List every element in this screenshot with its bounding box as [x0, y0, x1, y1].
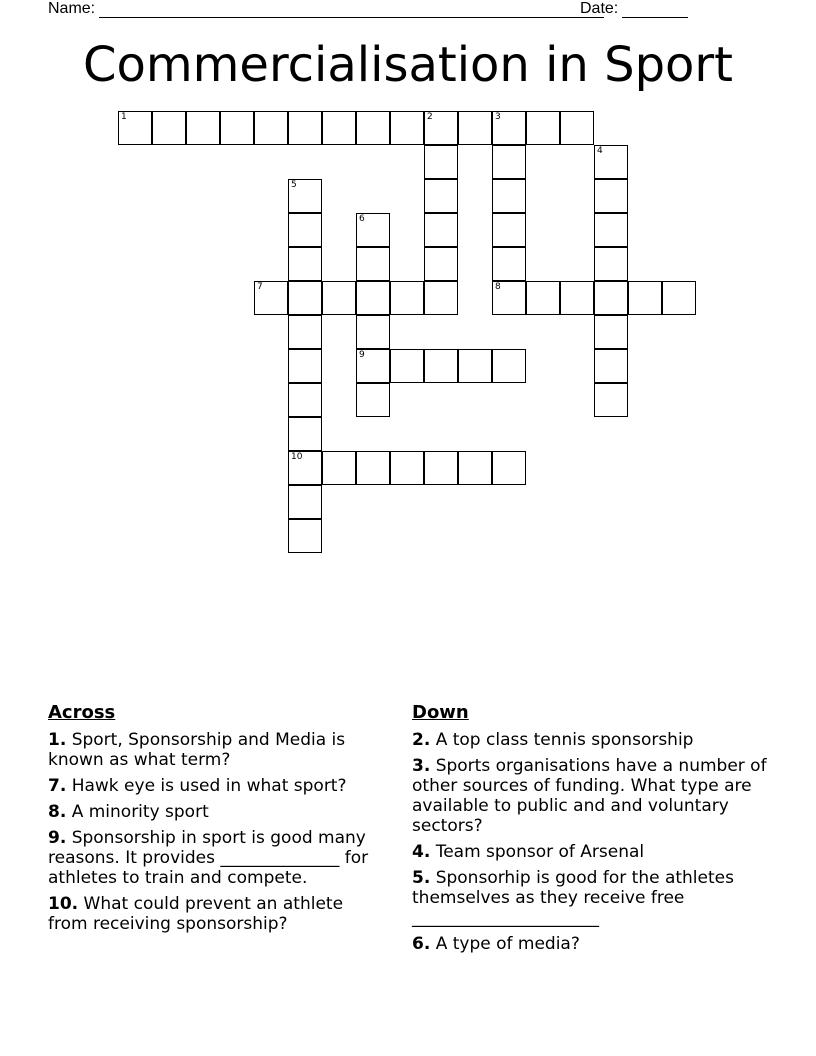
clue-text: Sport, Sponsorship and Media is known as what term? — [48, 730, 346, 770]
clue-number: 3 — [495, 112, 501, 122]
clue-text: A type of media? — [430, 934, 580, 954]
clue-text: What could prevent an athlete from receiving sponsorship? — [48, 894, 344, 934]
clue-number: 9. — [48, 828, 67, 848]
crossword-cell[interactable] — [288, 349, 322, 383]
down-clue — [412, 868, 772, 928]
crossword-cell[interactable] — [492, 179, 526, 213]
down-clue — [412, 756, 772, 836]
clue-number: 5. — [412, 868, 431, 888]
crossword-cell[interactable] — [186, 111, 220, 145]
crossword-cell[interactable] — [288, 111, 322, 145]
clue-text: Hawk eye is used in what sport? — [66, 776, 347, 796]
clue-number: 7. — [48, 776, 67, 796]
crossword-cell[interactable] — [424, 349, 458, 383]
clue-text: A top class tennis sponsorship — [430, 730, 694, 750]
down-list — [412, 730, 772, 954]
crossword-cell[interactable] — [356, 315, 390, 349]
crossword-cell[interactable] — [288, 417, 322, 451]
crossword-cell[interactable] — [594, 349, 628, 383]
crossword-cell[interactable] — [458, 349, 492, 383]
crossword-cell[interactable] — [594, 179, 628, 213]
down-clue — [412, 730, 772, 750]
crossword-cell[interactable] — [560, 281, 594, 315]
crossword-cell[interactable] — [526, 111, 560, 145]
crossword-cell[interactable] — [356, 111, 390, 145]
crossword-cell[interactable] — [288, 179, 322, 213]
across-clue — [48, 802, 378, 822]
crossword-cell[interactable] — [390, 451, 424, 485]
crossword-cell[interactable] — [288, 451, 322, 485]
clue-number: 8. — [48, 802, 67, 822]
clue-number: 4. — [412, 842, 431, 862]
across-list — [48, 730, 378, 934]
clue-number: 5 — [291, 180, 297, 190]
crossword-cell[interactable] — [254, 281, 288, 315]
clue-number: 8 — [495, 282, 501, 292]
clue-number: 1 — [121, 112, 127, 122]
crossword-cell[interactable] — [424, 213, 458, 247]
crossword-cell[interactable] — [220, 111, 254, 145]
across-clues — [48, 702, 378, 940]
crossword-cell[interactable] — [492, 247, 526, 281]
crossword-cell[interactable] — [492, 111, 526, 145]
clue-number: 3. — [412, 756, 431, 776]
crossword-cell[interactable] — [492, 145, 526, 179]
clue-number: 7 — [257, 282, 263, 292]
crossword-cell[interactable] — [356, 383, 390, 417]
crossword-cell[interactable] — [424, 281, 458, 315]
crossword-cell[interactable] — [152, 111, 186, 145]
crossword-cell[interactable] — [390, 349, 424, 383]
crossword-cell[interactable] — [458, 451, 492, 485]
crossword-cell[interactable] — [526, 281, 560, 315]
clue-number: 6 — [359, 214, 365, 224]
clue-number: 4 — [597, 146, 603, 156]
crossword-cell[interactable] — [356, 247, 390, 281]
crossword-cell[interactable] — [492, 213, 526, 247]
clue-text: Sponsorhip is good for the athletes themselves as they receive free ______________________ — [412, 868, 734, 928]
clue-number: 1. — [48, 730, 67, 750]
crossword-cell[interactable] — [288, 213, 322, 247]
down-clue — [412, 934, 772, 954]
across-clue — [48, 894, 378, 934]
clue-number: 10. — [48, 894, 79, 914]
crossword-cell[interactable] — [288, 383, 322, 417]
crossword-cell[interactable] — [356, 349, 390, 383]
across-clue — [48, 776, 378, 796]
crossword-cell[interactable] — [288, 485, 322, 519]
crossword-cell[interactable] — [390, 111, 424, 145]
crossword-cell[interactable] — [322, 451, 356, 485]
clue-text: A minority sport — [66, 802, 209, 822]
down-heading: Down — [412, 702, 469, 723]
crossword-cell[interactable] — [424, 451, 458, 485]
crossword-cell[interactable] — [560, 111, 594, 145]
crossword-cell[interactable] — [594, 247, 628, 281]
crossword-cell[interactable] — [594, 281, 628, 315]
crossword-cell[interactable] — [390, 281, 424, 315]
across-clue — [48, 828, 378, 888]
crossword-cell[interactable] — [118, 111, 152, 145]
page-title: Commercialisation in Sport — [83, 37, 733, 93]
crossword-cell[interactable] — [458, 111, 492, 145]
crossword-cell[interactable] — [492, 281, 526, 315]
across-clue — [48, 730, 378, 770]
crossword-cell[interactable] — [254, 111, 288, 145]
clue-text: Team sponsor of Arsenal — [430, 842, 645, 862]
crossword-cell[interactable] — [322, 281, 356, 315]
clue-number: 6. — [412, 934, 431, 954]
clue-text: Sports organisations have a number of other sources of funding. What type are available to public and and voluntary sectors? — [412, 756, 767, 836]
down-clues — [412, 702, 772, 960]
crossword-cell[interactable] — [424, 179, 458, 213]
crossword-cell[interactable] — [322, 111, 356, 145]
crossword-cell[interactable] — [594, 383, 628, 417]
crossword-cell[interactable] — [662, 281, 696, 315]
crossword-cell[interactable] — [594, 315, 628, 349]
clue-number: 2 — [427, 112, 433, 122]
crossword-cell[interactable] — [424, 247, 458, 281]
across-heading: Across — [48, 702, 116, 723]
crossword-cell[interactable] — [594, 213, 628, 247]
clue-number: 2. — [412, 730, 431, 750]
crossword-cell[interactable] — [492, 349, 526, 383]
crossword-cell[interactable] — [356, 451, 390, 485]
crossword-cell[interactable] — [424, 145, 458, 179]
crossword-cell[interactable] — [628, 281, 662, 315]
crossword-cell[interactable] — [356, 213, 390, 247]
down-clue — [412, 842, 772, 862]
crossword-cell[interactable] — [288, 315, 322, 349]
date-label: Date: — [580, 0, 619, 17]
name-label: Name: — [48, 0, 96, 17]
clue-text: Sponsorship in sport is good many reasons. It provides ______________ for athletes to train and compete. — [48, 828, 369, 888]
crossword-cell[interactable] — [288, 247, 322, 281]
crossword-cell[interactable] — [594, 145, 628, 179]
clue-number: 10 — [291, 452, 303, 462]
crossword-cell[interactable] — [424, 111, 458, 145]
crossword-cell[interactable] — [288, 519, 322, 553]
crossword-cell[interactable] — [288, 281, 322, 315]
clue-number: 9 — [359, 350, 365, 360]
crossword-cell[interactable] — [492, 451, 526, 485]
crossword-cell[interactable] — [356, 281, 390, 315]
